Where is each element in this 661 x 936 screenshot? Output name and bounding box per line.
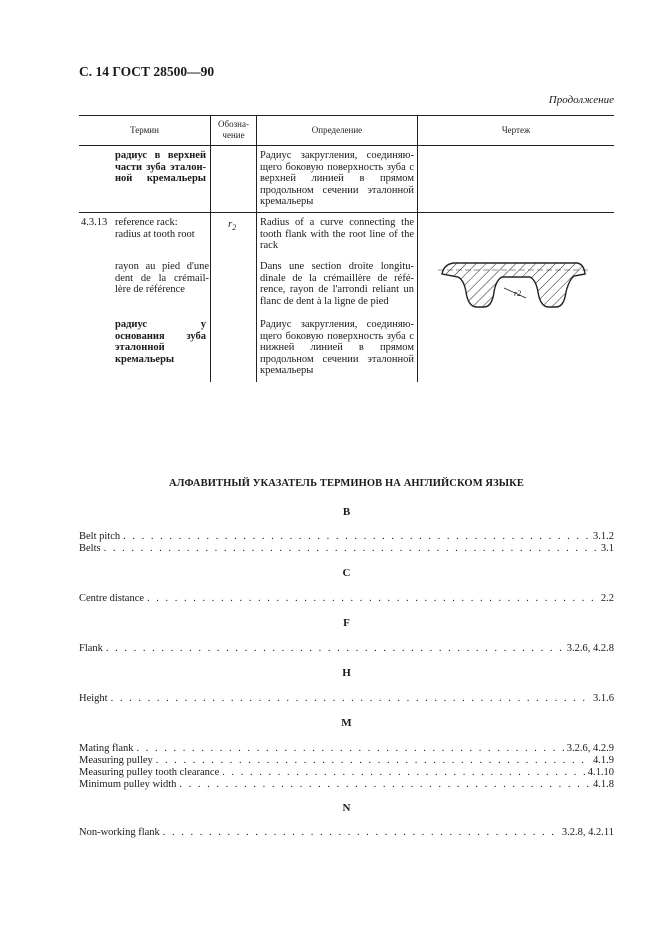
table-col-divider-3 (417, 115, 418, 382)
index-term: Non-working flank (79, 827, 160, 838)
index-ref: 3.2.8, 4.2.11 (561, 827, 614, 838)
index-ref: 4.1.8 (593, 779, 614, 790)
index-letter-f: F (343, 617, 350, 629)
rack-profile-drawing (438, 252, 588, 317)
table-top-rule (79, 115, 614, 116)
index-ref: 4.1.10 (587, 767, 614, 778)
index-term: Belt pitch (79, 531, 121, 542)
table-header-rule (79, 145, 614, 146)
symbol-r2: $r_2$ (228, 218, 237, 233)
drawing-label-r2: r2 (514, 289, 522, 298)
index-term: Height (79, 693, 108, 704)
index-ref: 4.1.9 (593, 755, 614, 766)
leader-dots (163, 827, 559, 839)
index-term: Measuring pulley (79, 755, 153, 766)
index-entry (79, 693, 614, 705)
index-letter-m: M (341, 717, 352, 729)
index-ref: 3.1.6 (593, 693, 614, 704)
index-ref: 2.2 (600, 593, 614, 604)
table-row-rule (79, 212, 614, 213)
index-entry (79, 543, 614, 555)
term-ru-root-radius: радиус у основания зуба эталонной кремальеры (115, 319, 206, 365)
index-term: Flank (79, 643, 103, 654)
term-en-root-radius: reference rack: radius at tooth root (115, 217, 195, 240)
col-header-drawing: Чертеж (501, 125, 531, 135)
index-entry (79, 643, 614, 655)
col-header-term: Термин (130, 125, 159, 135)
term-fr-root-radius: rayon au pied d'une dent de la crémail-lère de référence (115, 261, 209, 295)
leader-dots (123, 531, 590, 543)
term-number: 4.3.13 (81, 217, 108, 228)
continuation-label: Продолжение (548, 94, 614, 106)
index-entry (79, 779, 614, 791)
index-letter-h: H (342, 667, 351, 679)
leader-dots (156, 755, 590, 767)
index-term: Centre distance (79, 593, 145, 604)
definition-ru-top-radius: Радиус закругления, соединяю-щего боковую поверхность зуба с верхней линией в прямом продольном сечении эталонной кремальеры (260, 150, 414, 207)
definition-en-root-radius: Radius of a curve connecting the tooth flank with the root line of the rack (260, 217, 414, 251)
table-col-divider-2 (256, 115, 257, 382)
rack-tooth-profile (442, 263, 585, 307)
leader-dots (147, 593, 598, 605)
index-title: АЛФАВИТНЫЙ УКАЗАТЕЛЬ ТЕРМИНОВ НА АНГЛИЙСКОМ ЯЗЫКЕ (169, 478, 524, 489)
index-term: Mating flank (79, 743, 134, 754)
index-term: Belts (79, 543, 101, 554)
leader-dots (111, 693, 590, 705)
index-entry (79, 531, 614, 543)
leader-dots (137, 743, 564, 755)
index-term: Measuring pulley tooth clearance (79, 767, 220, 778)
table-col-divider-1 (210, 115, 211, 382)
definition-ru-root-radius: Радиус закругления, соединяю-щего боковую поверхность зуба с нижней линией в прямом продольном сечении эталонной кремальеры (260, 319, 414, 376)
term-ru-top-radius: радиус в верхней части зуба эталон-ной кремальеры (115, 150, 206, 184)
page-title: С. 14 ГОСТ 28500—90 (79, 64, 215, 79)
index-ref: 3.1.2 (593, 531, 614, 542)
definition-fr-root-radius: Dans une section droite longitu-dinale de la crémaillère de réfé-rence, rayon de l'arrondi reliant un flanc de dent à la ligne de pied (260, 261, 414, 307)
leader-dots (104, 543, 598, 555)
col-header-definition: Определение (311, 125, 363, 135)
index-letter-b: B (342, 506, 351, 518)
leader-dots (179, 779, 590, 791)
index-entry (79, 827, 614, 839)
index-entry (79, 593, 614, 605)
col-header-symbol: Обозна- чение (218, 119, 249, 140)
index-letter-n: N (342, 802, 351, 814)
index-ref: 3.1 (600, 543, 614, 554)
index-entry (79, 743, 614, 755)
index-term: Minimum pulley width (79, 779, 177, 790)
index-ref: 3.2.6, 4.2.8 (566, 643, 614, 654)
leader-dots (222, 767, 585, 779)
index-letter-c: C (342, 567, 351, 579)
leader-dots (106, 643, 564, 655)
index-entry (79, 755, 614, 767)
index-entry (79, 767, 614, 779)
index-ref: 3.2.6, 4.2.9 (566, 743, 614, 754)
